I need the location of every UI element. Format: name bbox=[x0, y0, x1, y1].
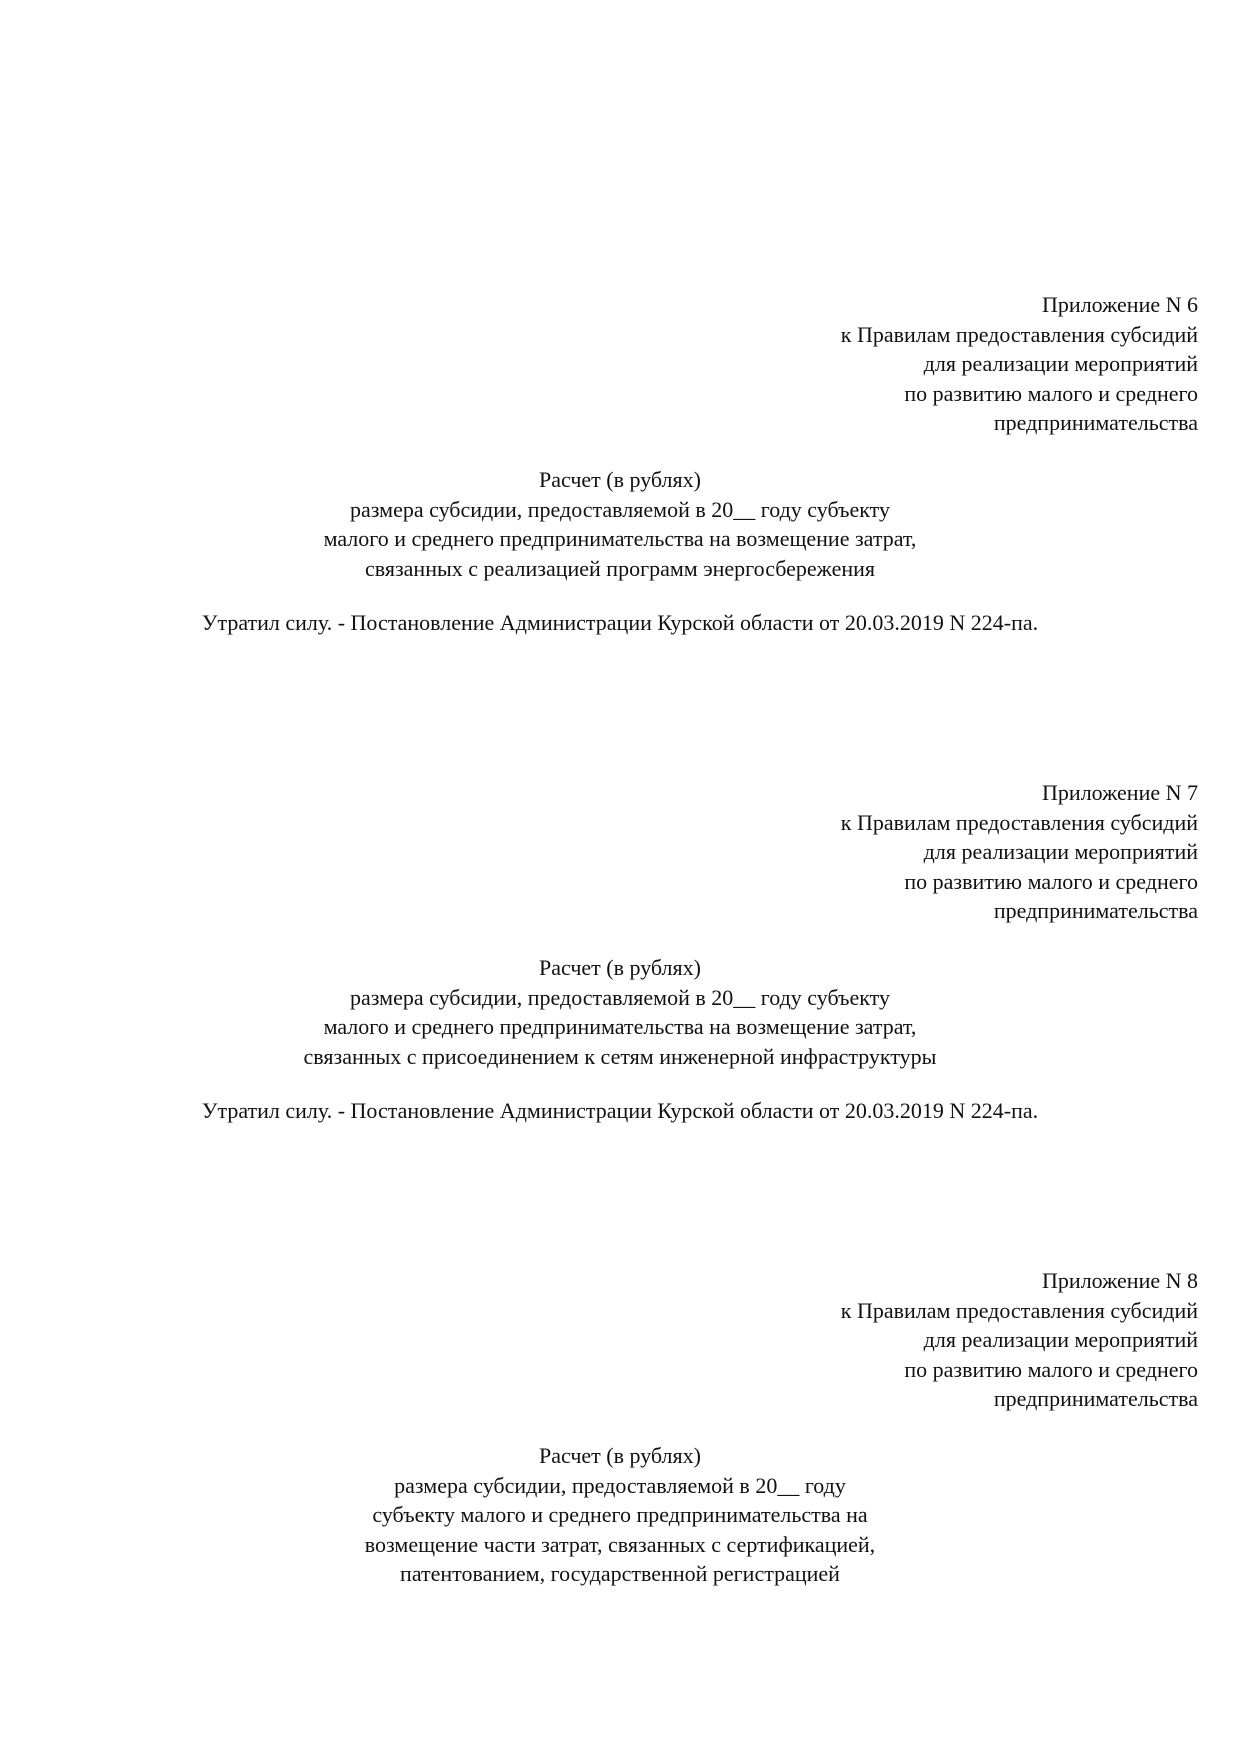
repeal-note: Утратил силу. - Постановление Администрации Курской области от 20.03.2019 N 224-па. bbox=[201, 610, 1039, 635]
calculation-title-line: возмещение части затрат, связанных с сертификацией, bbox=[364, 1531, 876, 1557]
appendix-heading bbox=[841, 290, 1198, 438]
calculation-title-block bbox=[0, 465, 1240, 583]
appendix-number: Приложение N 7 bbox=[1042, 780, 1198, 805]
appendix-heading-line: к Правилам предоставления субсидий bbox=[840, 321, 1198, 347]
calculation-title-line: размера субсидии, предоставляемой в 20__ году субъекту bbox=[350, 496, 890, 522]
appendix-heading-line: к Правилам предоставления субсидий bbox=[840, 1297, 1198, 1323]
calculation-title-block bbox=[0, 1441, 1240, 1589]
appendix-heading-line: предпринимательства bbox=[993, 898, 1198, 923]
appendix-heading bbox=[841, 778, 1198, 926]
appendix-heading-line: к Правилам предоставления субсидий bbox=[840, 809, 1198, 835]
calculation-title-line: патентованием, государственной регистрацией bbox=[400, 1561, 840, 1586]
calculation-title-line: малого и среднего предпринимательства на возмещение затрат, bbox=[323, 526, 917, 551]
appendix-heading bbox=[841, 1266, 1198, 1414]
appendix-heading-line: для реализации мероприятий bbox=[923, 1327, 1198, 1352]
appendix-heading-line: для реализации мероприятий bbox=[923, 839, 1198, 864]
appendix-number: Приложение N 8 bbox=[1042, 1268, 1198, 1293]
appendix-number: Приложение N 6 bbox=[1042, 292, 1198, 317]
calculation-title-block bbox=[0, 953, 1240, 1071]
appendix-heading-line: предпринимательства bbox=[993, 410, 1198, 435]
appendix-heading-line: по развитию малого и среднего bbox=[904, 868, 1198, 894]
appendix-heading-line: по развитию малого и среднего bbox=[904, 1356, 1198, 1382]
calculation-title-line: размера субсидии, предоставляемой в 20__ году bbox=[394, 1472, 846, 1498]
appendix-heading-line: по развитию малого и среднего bbox=[904, 380, 1198, 406]
calculation-title: Расчет (в рублях) bbox=[539, 467, 701, 492]
repeal-note: Утратил силу. - Постановление Администрации Курской области от 20.03.2019 N 224-па. bbox=[201, 1098, 1039, 1123]
appendix-heading-line: для реализации мероприятий bbox=[923, 351, 1198, 376]
calculation-title-line: связанных с присоединением к сетям инженерной инфраструктуры bbox=[303, 1043, 937, 1069]
calculation-title: Расчет (в рублях) bbox=[539, 955, 701, 980]
calculation-title-line: связанных с реализацией программ энергосбережения bbox=[364, 555, 876, 581]
calculation-title-line: субъекту малого и среднего предпринимательства на bbox=[372, 1502, 868, 1527]
appendix-heading-line: предпринимательства bbox=[993, 1386, 1198, 1411]
calculation-title: Расчет (в рублях) bbox=[539, 1443, 701, 1468]
calculation-title-line: размера субсидии, предоставляемой в 20__ году субъекту bbox=[350, 984, 890, 1010]
calculation-title-line: малого и среднего предпринимательства на возмещение затрат, bbox=[323, 1014, 917, 1039]
